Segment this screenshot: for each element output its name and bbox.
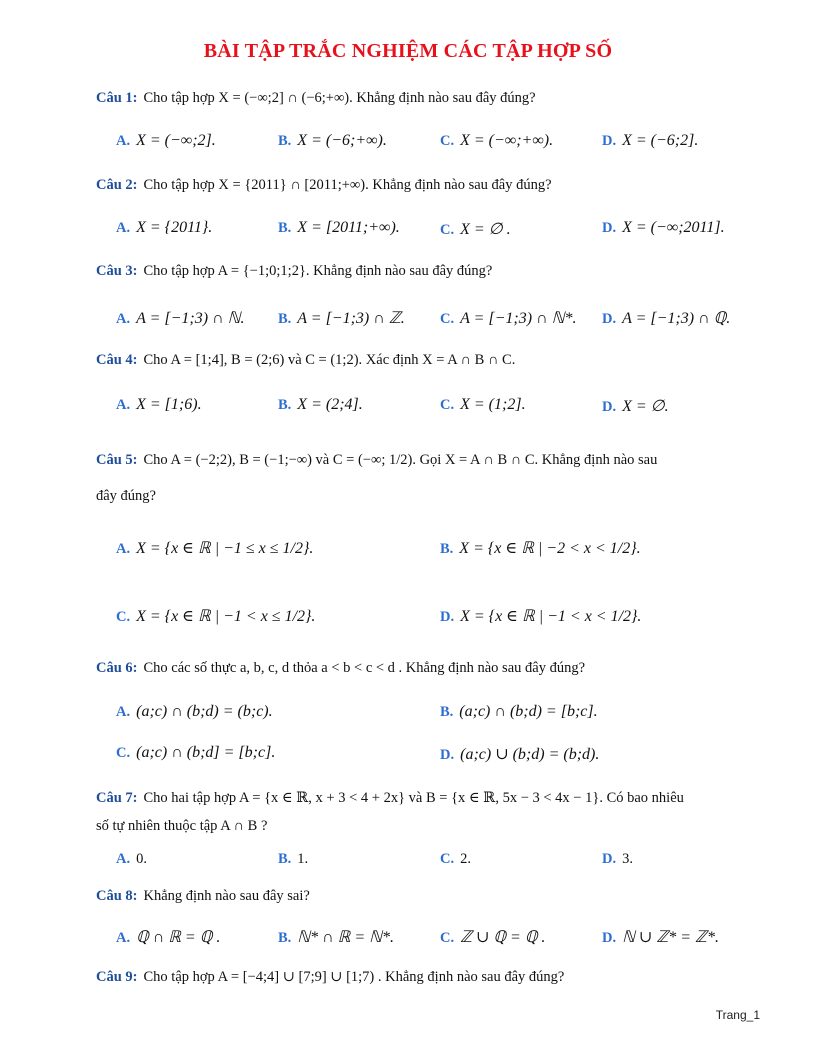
question-9 <box>96 969 564 986</box>
option-c[interactable]: C. X = {x ∈ ℝ | −1 < x ≤ 1/2}. <box>116 608 316 625</box>
page-number: Trang_1 <box>715 1008 760 1022</box>
question-label: Câu 4: <box>96 352 138 368</box>
option-b[interactable]: B. (a;c) ∩ (b;d) = [b;c]. <box>440 703 598 720</box>
question-text: Cho tập hợp A = [−4;4] ∪ [7;9] ∪ [1;7) . Khẳng định nào sau đây đúng? <box>143 969 565 985</box>
question-label: Câu 3: <box>96 263 138 279</box>
question-text: Cho A = (−2;2), B = (−1;−∞) và C = (−∞; 1/2). Gọi X = A ∩ B ∩ C. Khẳng định nào sau <box>143 452 658 468</box>
option-d[interactable]: D. X = {x ∈ ℝ | −1 < x < 1/2}. <box>440 608 642 625</box>
question-5-continued: đây đúng? <box>96 488 156 504</box>
option-a[interactable]: A. ℚ ∩ ℝ = ℚ . <box>116 929 221 946</box>
option-d[interactable]: D. X = (−∞;2011]. <box>602 219 725 236</box>
question-4 <box>96 352 515 369</box>
question-text: Khẳng định nào sau đây sai? <box>143 888 310 904</box>
option-b[interactable]: B. X = [2011;+∞). <box>278 219 400 236</box>
option-d[interactable]: D. (a;c) ∪ (b;d) = (b;d). <box>440 746 600 763</box>
question-text: Cho tập hợp A = {−1;0;1;2}. Khẳng định nào sau đây đúng? <box>143 263 493 279</box>
option-c[interactable]: C. X = ∅ . <box>440 221 511 238</box>
option-d[interactable]: D. 3. <box>602 851 633 867</box>
option-b[interactable]: B. ℕ* ∩ ℝ = ℕ*. <box>278 929 394 946</box>
option-c[interactable]: C. 2. <box>440 851 471 867</box>
option-c[interactable]: C. X = (1;2]. <box>440 396 526 413</box>
question-text: Cho hai tập hợp A = {x ∈ ℝ, x + 3 < 4 + 2x} và B = {x ∈ ℝ, 5x − 3 < 4x − 1}. Có bao nhiêu <box>143 790 684 806</box>
question-text: Cho A = [1;4], B = (2;6) và C = (1;2). Xác định X = A ∩ B ∩ C. <box>143 352 516 368</box>
question-7 <box>96 790 684 807</box>
question-text: Cho các số thực a, b, c, d thỏa a < b < c < d . Khẳng định nào sau đây đúng? <box>143 660 586 676</box>
question-label: Câu 8: <box>96 888 138 904</box>
question-label: Câu 2: <box>96 177 138 193</box>
option-c[interactable]: C. A = [−1;3) ∩ ℕ*. <box>440 310 577 327</box>
option-d[interactable]: D. X = (−6;2]. <box>602 132 699 149</box>
question-1 <box>96 90 536 107</box>
option-a[interactable]: A. (a;c) ∩ (b;d) = (b;c). <box>116 703 273 720</box>
option-a[interactable]: A. X = (−∞;2]. <box>116 132 216 149</box>
option-c[interactable]: C. ℤ ∪ ℚ = ℚ . <box>440 929 546 946</box>
option-a[interactable]: A. A = [−1;3) ∩ ℕ. <box>116 310 245 327</box>
question-6 <box>96 660 585 677</box>
option-d[interactable]: D. A = [−1;3) ∩ ℚ. <box>602 310 731 327</box>
option-b[interactable]: B. X = {x ∈ ℝ | −2 < x < 1/2}. <box>440 540 641 557</box>
question-text: Cho tập hợp X = (−∞;2] ∩ (−6;+∞). Khẳng định nào sau đây đúng? <box>143 90 536 106</box>
option-a[interactable]: A. X = {2011}. <box>116 219 213 236</box>
option-b[interactable]: B. X = (2;4]. <box>278 396 363 413</box>
option-d[interactable]: D. ℕ ∪ ℤ* = ℤ*. <box>602 929 719 946</box>
question-label: Câu 1: <box>96 90 138 106</box>
question-3 <box>96 263 492 280</box>
question-text: Cho tập hợp X = {2011} ∩ [2011;+∞). Khẳng định nào sau đây đúng? <box>143 177 552 193</box>
option-b[interactable]: B. 1. <box>278 851 309 867</box>
question-label: Câu 9: <box>96 969 138 985</box>
option-b[interactable]: B. X = (−6;+∞). <box>278 132 387 149</box>
question-label: Câu 7: <box>96 790 138 806</box>
option-b[interactable]: B. A = [−1;3) ∩ ℤ. <box>278 310 405 327</box>
question-2 <box>96 177 552 194</box>
option-a[interactable]: A. X = [1;6). <box>116 396 202 413</box>
option-d[interactable]: D. X = ∅. <box>602 398 669 415</box>
option-a[interactable]: A. 0. <box>116 851 147 867</box>
option-c[interactable]: C. (a;c) ∩ (b;d] = [b;c]. <box>116 744 276 761</box>
option-a[interactable]: A. X = {x ∈ ℝ | −1 ≤ x ≤ 1/2}. <box>116 540 314 557</box>
question-label: Câu 5: <box>96 452 138 468</box>
question-8 <box>96 888 310 905</box>
option-c[interactable]: C. X = (−∞;+∞). <box>440 132 554 149</box>
question-7-continued: số tự nhiên thuộc tập A ∩ B ? <box>96 818 268 834</box>
question-5 <box>96 452 657 469</box>
question-label: Câu 6: <box>96 660 138 676</box>
page-title: BÀI TẬP TRẮC NGHIỆM CÁC TẬP HỢP SỐ <box>203 40 613 62</box>
